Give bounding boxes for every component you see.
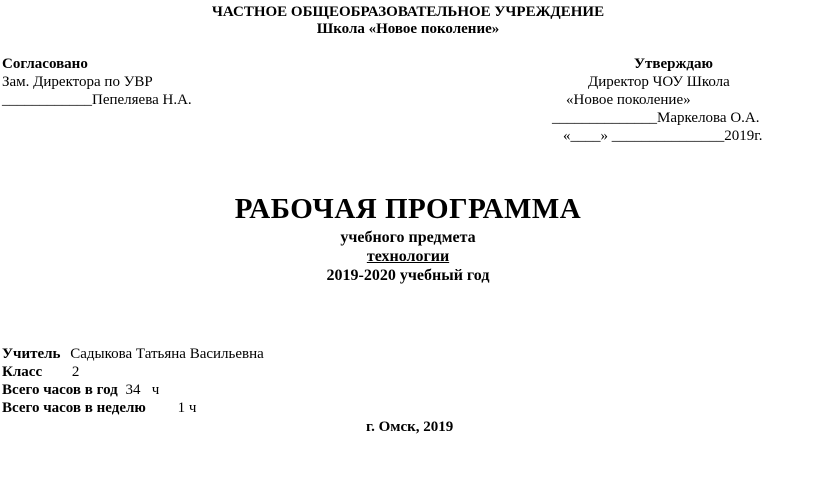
program-title: РАБОЧАЯ ПРОГРАММА xyxy=(234,193,582,225)
agreed-signature: ____________Пепеляева Н.А. xyxy=(2,92,192,108)
school-name: Школа «Новое поколение» xyxy=(316,21,500,37)
hours-week-row xyxy=(2,399,196,417)
institution-name: ЧАСТНОЕ ОБЩЕОБРАЗОВАТЕЛЬНОЕ УЧРЕЖДЕНИЕ xyxy=(211,4,605,20)
agreed-heading: Согласовано xyxy=(2,56,88,72)
approve-heading: Утверждаю xyxy=(634,56,713,72)
program-subtitle: учебного предмета xyxy=(340,229,476,246)
class-row xyxy=(2,363,79,381)
approve-signature: ______________Маркелова О.А. xyxy=(552,110,760,126)
class-value: 2 xyxy=(71,364,80,380)
teacher-label: Учитель xyxy=(2,346,61,362)
hours-week-value: 1 ч xyxy=(177,400,197,416)
approve-position: Директор ЧОУ Школа xyxy=(588,74,730,90)
approve-date: «____» _______________2019г. xyxy=(563,128,763,144)
hours-year-row xyxy=(2,381,159,399)
hours-year-label: Всего часов в год xyxy=(2,382,118,398)
teacher-value: Садыкова Татьяна Васильевна xyxy=(70,346,264,362)
city-year: г. Омск, 2019 xyxy=(366,419,454,435)
agreed-position: Зам. Директора по УВР xyxy=(2,74,153,90)
program-subject: технологии xyxy=(366,248,450,265)
hours-week-label: Всего часов в неделю xyxy=(2,400,146,416)
hours-year-value: 34 ч xyxy=(125,382,160,398)
approve-school: «Новое поколение» xyxy=(566,92,691,108)
class-label: Класс xyxy=(2,364,43,380)
program-year: 2019-2020 учебный год xyxy=(326,267,490,284)
teacher-row xyxy=(2,345,264,363)
